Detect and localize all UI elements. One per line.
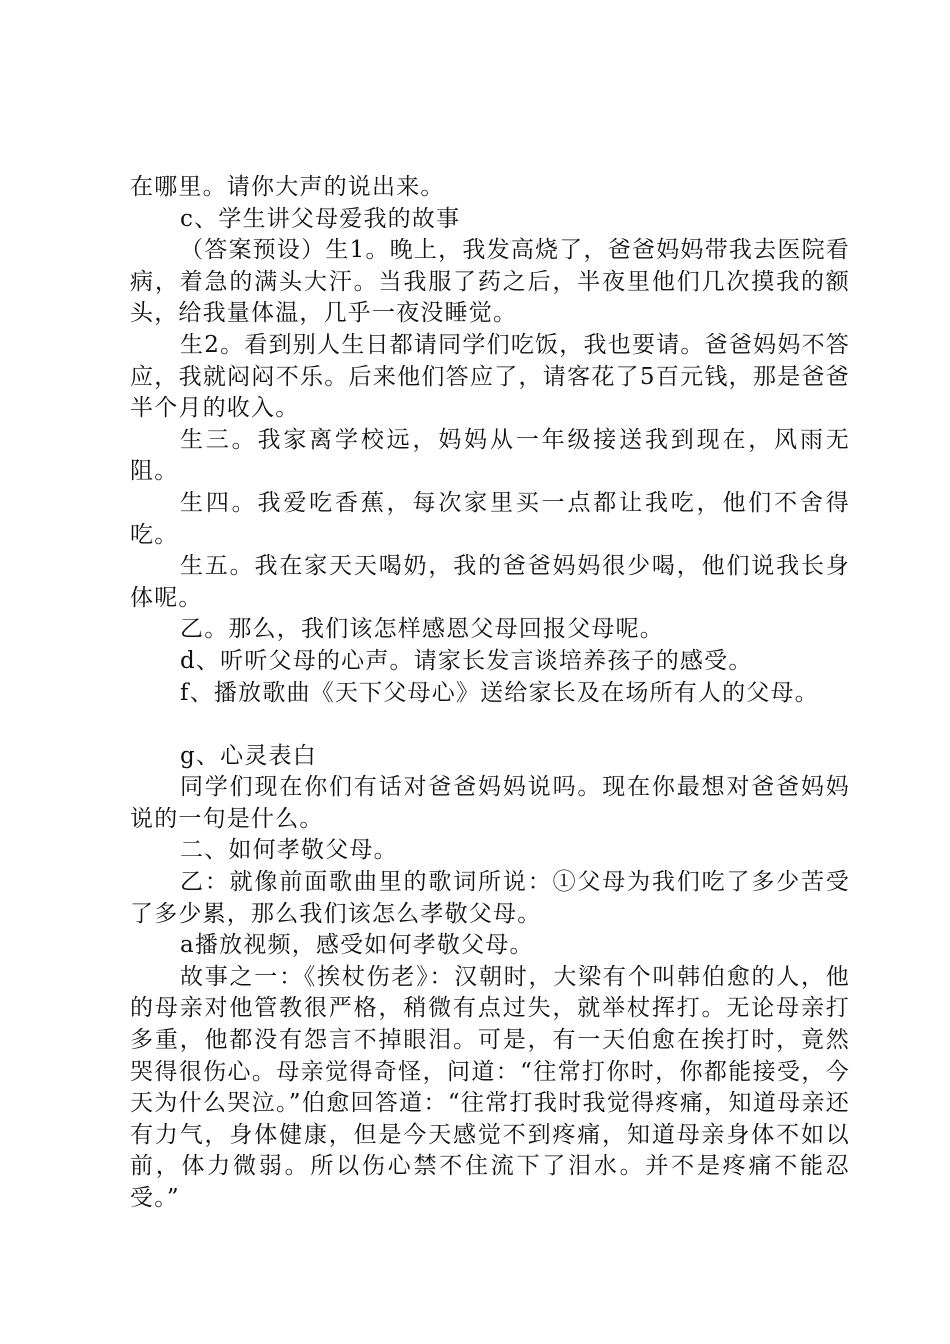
paragraph-student-3: 生三。我家离学校远，妈妈从一年级接送我到现在，风雨无阻。: [130, 426, 850, 485]
paragraph-item-a: a播放视频，感受如何孝敬父母。: [180, 932, 534, 959]
paragraph-item-d: d、听听父母的心声。请家长发言谈培养孩子的感受。: [180, 647, 753, 674]
paragraph-section-two: 二、如何孝敬父母。: [180, 837, 398, 864]
document-body: [130, 172, 850, 1215]
paragraph-student-4: 生四。我爱吃香蕉，每次家里买一点都让我吃，他们不舍得吃。: [130, 489, 850, 548]
paragraph-student-2: 生2。看到别人生日都请同学们吃饭，我也要请。爸爸妈妈不答应，我就闷闷不乐。后来他们答应了，请客花了5百元钱，那是爸爸半个月的收入。: [130, 331, 850, 422]
paragraph-yi-lyrics: 乙：就像前面歌曲里的歌词所说：①父母为我们吃了多少苦受了多少累，那么我们该怎么孝敬父母。: [130, 869, 850, 927]
blank-line: [130, 709, 850, 741]
paragraph-story-one: 故事之一：《挨杖伤老》：汉朝时，大梁有个叫韩伯愈的人，他的母亲对他管教很严格，稍微有点过失，就举杖挥打。无论母亲打多重，他都没有怨言不掉眼泪。可是，有一天伯愈在挨打时，竟然哭得很伤心。母亲觉得奇怪，问道：“往常打你时，你都能接受，今天为什么哭泣。”伯愈回答道：“往常打我时我觉得疼痛，知道母亲还有力气，身体健康，但是今天感觉不到疼痛，知道母亲身体不如以前，体力微弱。所以伤心禁不住流下了泪水。并不是疼痛不能忍受。”: [130, 963, 850, 1211]
paragraph-item-g: g、心灵表白: [180, 742, 317, 769]
paragraph-classmates: 同学们现在你们有话对爸爸妈妈说吗。现在你最想对爸爸妈妈说的一句是什么。: [130, 774, 850, 832]
paragraph-item-c: c、学生讲父母爱我的故事: [180, 205, 461, 232]
paragraph-yi-question: 乙。那么，我们该怎样感恩父母回报父母呢。: [180, 616, 664, 643]
paragraph-item-f: f、播放歌曲《天下父母心》送给家长及在场所有人的父母。: [180, 679, 819, 706]
paragraph-answer-student-1: （答案预设）生1。晚上，我发高烧了，爸爸妈妈带我去医院看病，着急的满头大汗。当我服了药之后，半夜里他们几次摸我的额头，给我量体温，几乎一夜没睡觉。: [130, 237, 850, 327]
paragraph-student-5: 生五。我在家天天喝奶，我的爸爸妈妈很少喝，他们说我长身体呢。: [130, 553, 850, 611]
paragraph-continuation: 在哪里。请你大声的说出来。: [130, 174, 445, 200]
